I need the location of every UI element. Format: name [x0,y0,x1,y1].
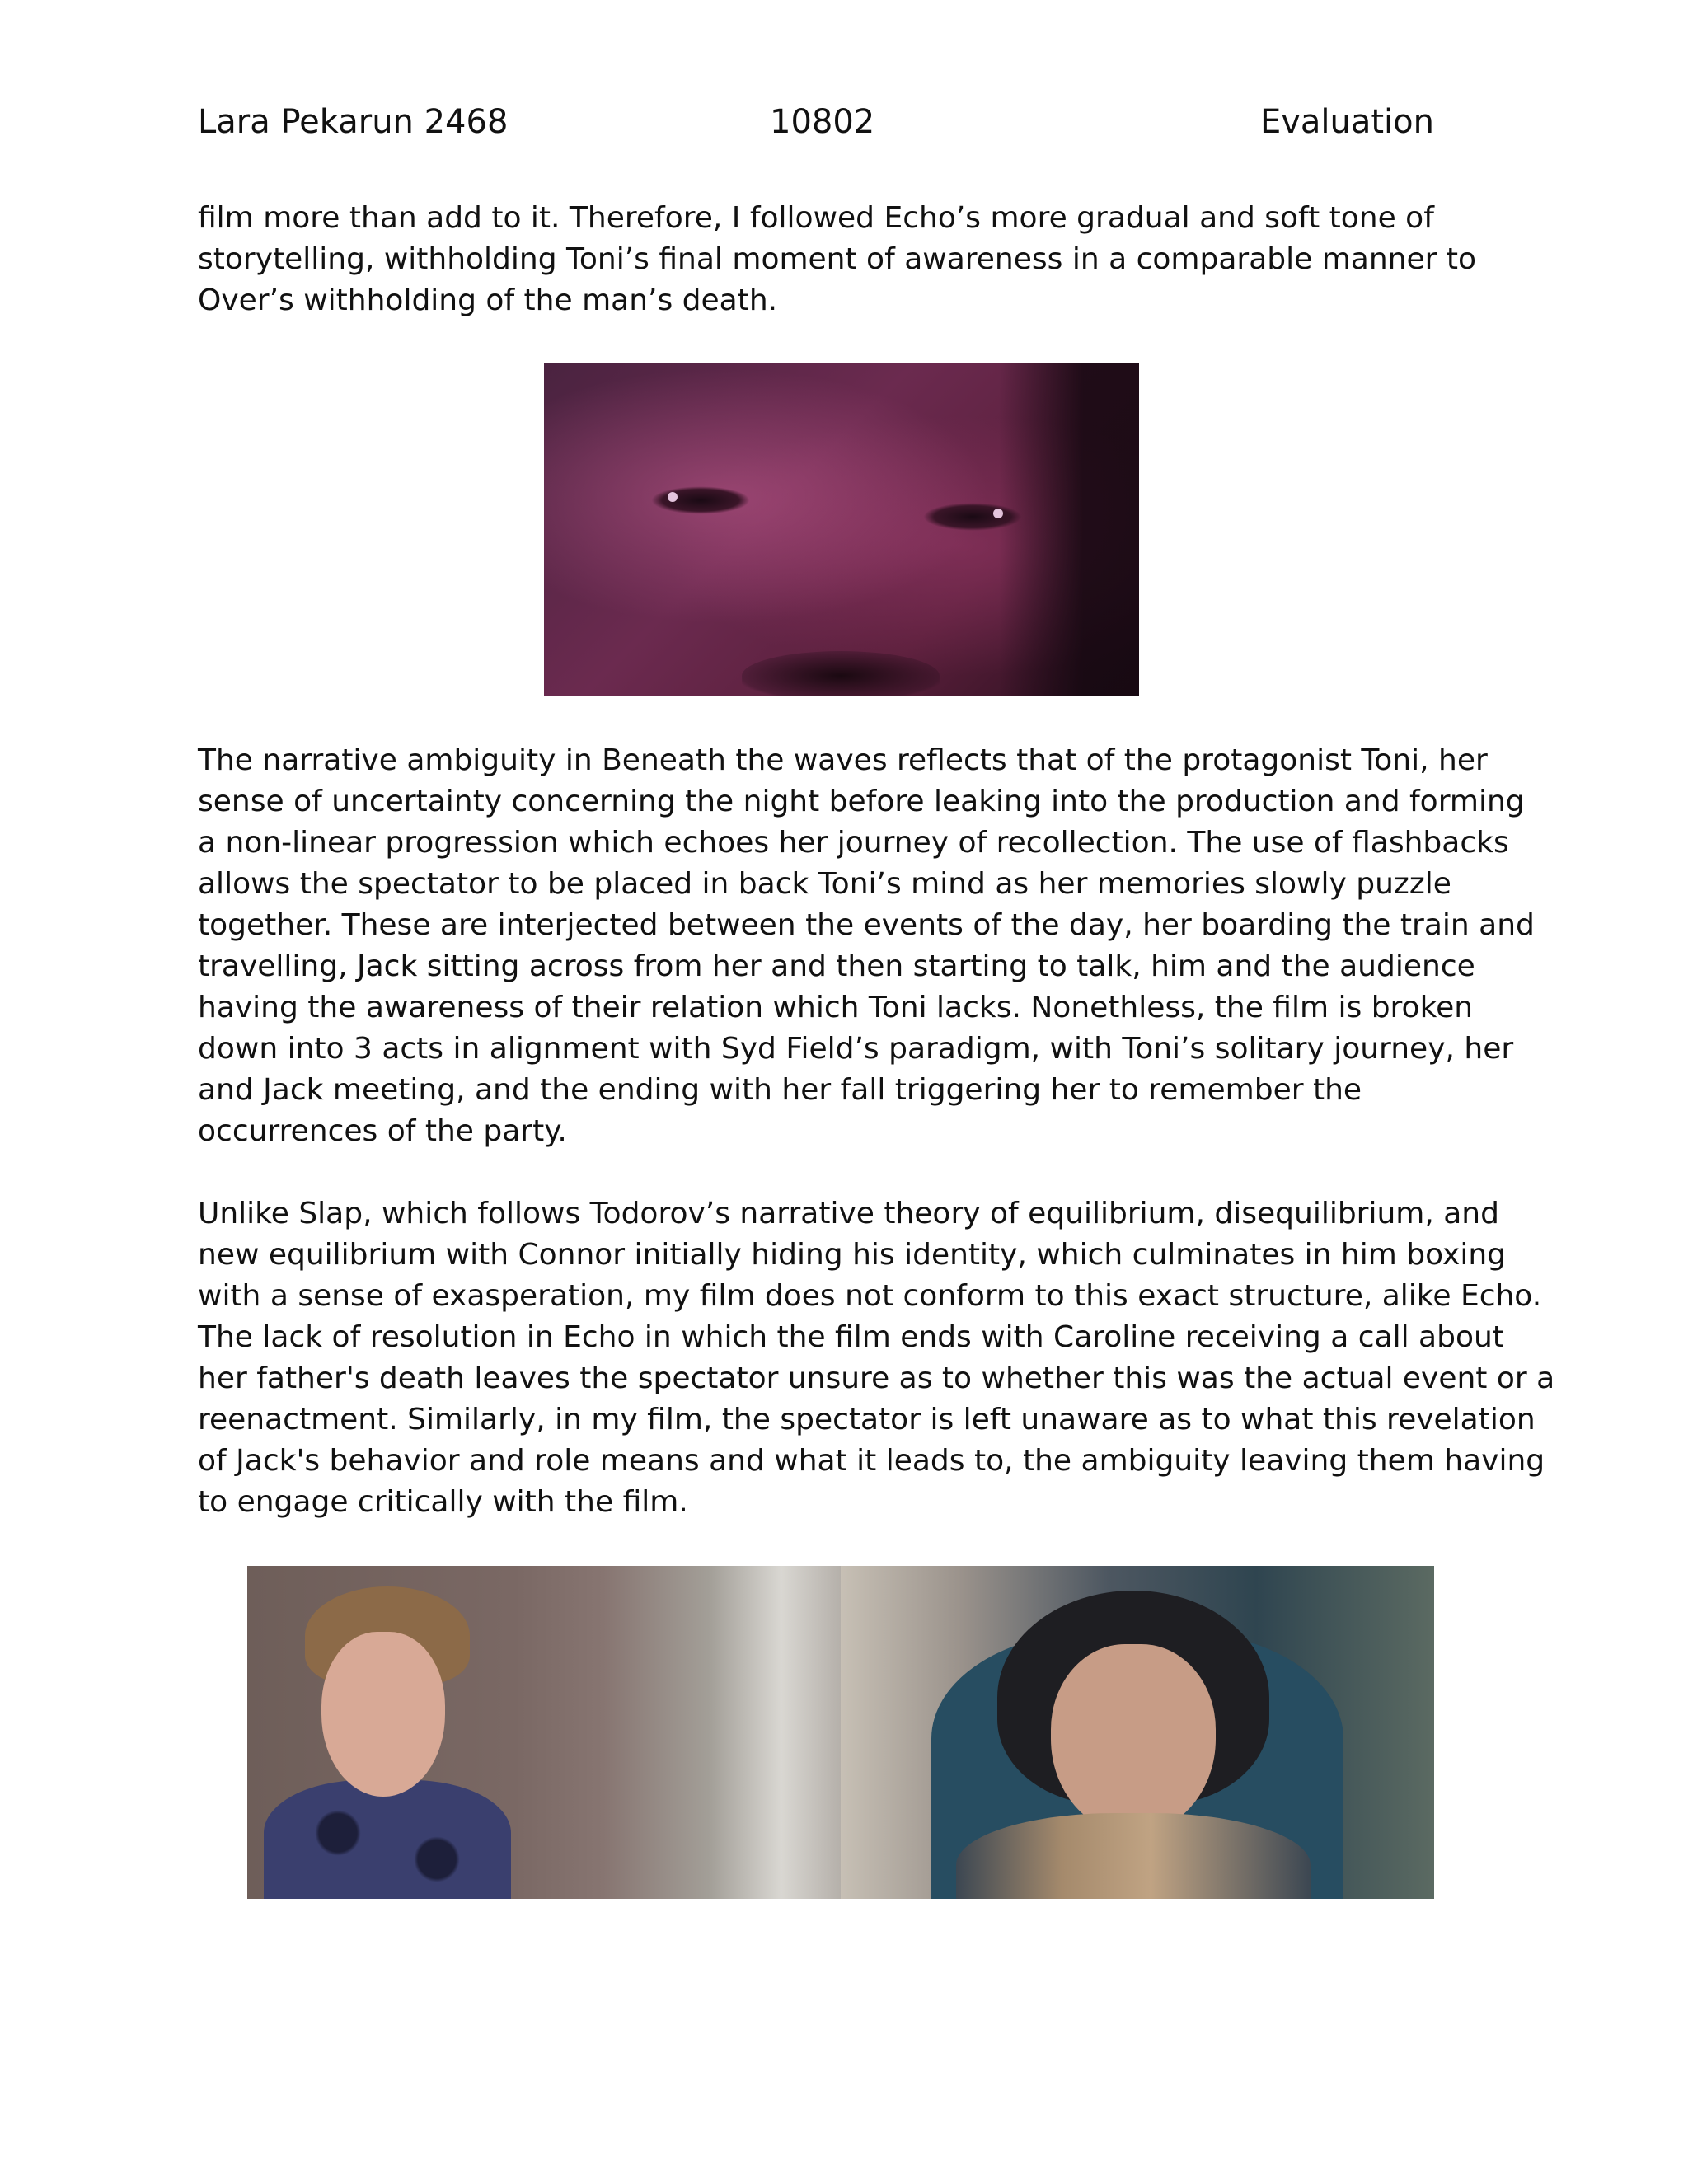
paragraph-3 [198,1193,1555,1523]
film-still-toni-on-train [841,1566,1434,1899]
paragraph-line: film more than add to it. Therefore, I followed Echo’s more gradual and soft tone of [198,201,1434,235]
paragraph-line: sense of uncertainty concerning the night before leaking into the production and forming [198,785,1525,818]
paragraph-line: to engage critically with the film. [198,1485,688,1519]
paragraph-line: with a sense of exasperation, my film does not conform to this exact structure, alike Echo. [198,1279,1542,1313]
paragraph-line: The lack of resolution in Echo in which the film ends with Caroline receiving a call about [198,1320,1504,1354]
film-still-closeup-eyes [544,363,1139,696]
paragraph-1 [198,198,1484,321]
paragraph-line: together. These are interjected between the events of the day, her boarding the train and [198,908,1535,942]
paragraph-line: Unlike Slap, which follows Todorov’s narrative theory of equilibrium, disequilibrium, and [198,1197,1499,1230]
header-section-title: Evaluation [1259,103,1434,141]
paragraph-line: The narrative ambiguity in Beneath the waves reflects that of the protagonist Toni, her [198,743,1488,777]
film-stills-comparison [247,1566,1434,1899]
paragraph-2 [198,740,1535,1152]
paragraph-line: having the awareness of their relation which Toni lacks. Nonethless, the film is broken [198,991,1474,1024]
paragraph-line: down into 3 acts in alignment with Syd Field’s paradigm, with Toni’s solitary journey, her [198,1032,1514,1066]
paragraph-line: allows the spectator to be placed in back Toni’s mind as her memories slowly puzzle [198,867,1451,901]
film-still-slap [247,1566,841,1899]
paragraph-line: new equilibrium with Connor initially hiding his identity, which culminates in him boxing [198,1238,1507,1272]
paragraph-line: of Jack's behavior and role means and what it leads to, the ambiguity leaving them having [198,1444,1545,1478]
paragraph-line: reenactment. Similarly, in my film, the spectator is left unaware as to what this revelation [198,1403,1536,1436]
paragraph-line: storytelling, withholding Toni’s final moment of awareness in a comparable manner to [198,242,1477,276]
header-author: Lara Pekarun 2468 [198,103,509,141]
paragraph-line: Over’s withholding of the man’s death. [198,284,778,317]
paragraph-line: occurrences of the party. [198,1114,567,1148]
paragraph-line: her father's death leaves the spectator unsure as to whether this was the actual event or a [198,1361,1555,1395]
paragraph-line: a non-linear progression which echoes her journey of recollection. The use of flashbacks [198,826,1509,860]
page-header [198,97,1434,147]
paragraph-line: travelling, Jack sitting across from her and then starting to talk, him and the audience [198,949,1475,983]
header-candidate-number: 10802 [770,103,875,141]
paragraph-line: and Jack meeting, and the ending with her fall triggering her to remember the [198,1073,1362,1107]
